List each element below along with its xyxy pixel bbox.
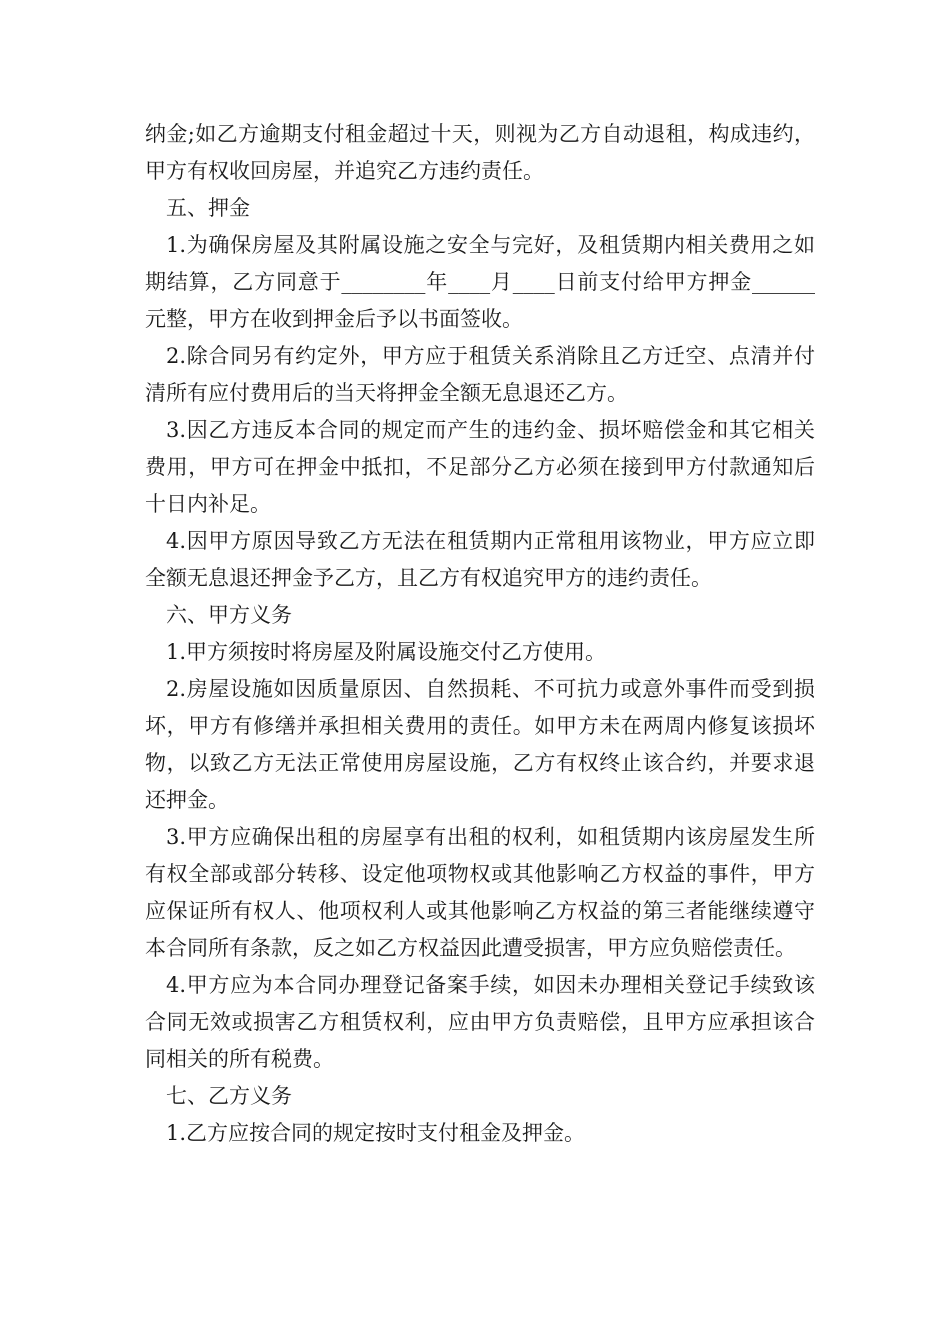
paragraph-deposit-2: 2.除合同另有约定外，甲方应于租赁关系消除且乙方迁空、点清并付清所有应付费用后的当天将押金全额无息退还乙方。 <box>145 344 815 405</box>
paragraph-lessor-4: 4.甲方应为本合同办理登记备案手续，如因未办理相关登记手续致该合同无效或损害乙方租赁权利，应由甲方负责赔偿，且甲方应承担该合同相关的所有税费。 <box>145 973 815 1071</box>
paragraph-deposit-1: 1.为确保房屋及其附属设施之安全与完好，及租赁期内相关费用之如期结算，乙方同意于________年____月____日前支付给甲方押金______元整，甲方在收到押金后予以书面签收。 <box>145 233 815 331</box>
section-heading-deposit: 五、押金 <box>166 196 250 220</box>
paragraph-lessor-2: 2.房屋设施如因质量原因、自然损耗、不可抗力或意外事件而受到损坏，甲方有修缮并承担相关费用的责任。如甲方未在两周内修复该损坏物，以致乙方无法正常使用房屋设施，乙方有权终止该合约，并要求退还押金。 <box>145 677 815 812</box>
paragraph-deposit-4: 4.因甲方原因导致乙方无法在租赁期内正常租用该物业，甲方应立即全额无息退还押金予乙方，且乙方有权追究甲方的违约责任。 <box>145 529 815 590</box>
paragraph-lessee-1: 1.乙方应按合同的规定按时支付租金及押金。 <box>166 1121 586 1145</box>
paragraph-deposit-3: 3.因乙方违反本合同的规定而产生的违约金、损坏赔偿金和其它相关费用，甲方可在押金中抵扣，不足部分乙方必须在接到甲方付款通知后十日内补足。 <box>145 418 815 516</box>
section-heading-lessee-obligations: 七、乙方义务 <box>166 1084 292 1108</box>
paragraph-lessor-1: 1.甲方须按时将房屋及附属设施交付乙方使用。 <box>166 640 607 664</box>
paragraph-lessor-3: 3.甲方应确保出租的房屋享有出租的权利，如租赁期内该房屋发生所有权全部或部分转移、设定他项物权或其他影响乙方权益的事件，甲方应保证所有权人、他项权利人或其他影响乙方权益的第三者能继续遵守本合同所有条款，反之如乙方权益因此遭受损害，甲方应负赔偿责任。 <box>145 825 815 960</box>
section-heading-lessor-obligations: 六、甲方义务 <box>166 603 292 627</box>
paragraph-rent-overdue: 纳金;如乙方逾期支付租金超过十天，则视为乙方自动退租，构成违约，甲方有权收回房屋，并追究乙方违约责任。 <box>145 122 815 183</box>
document-body <box>145 116 815 1152</box>
